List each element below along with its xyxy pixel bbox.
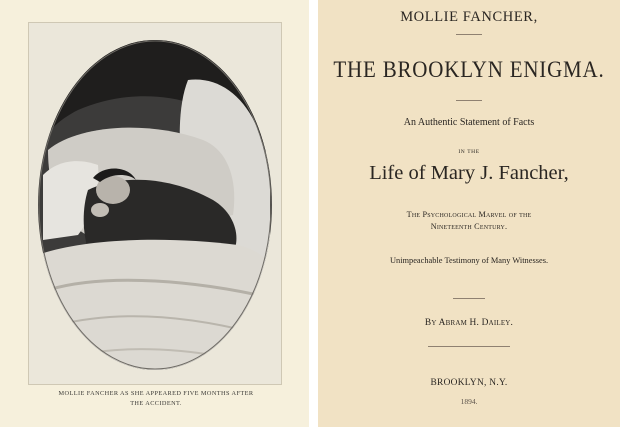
publication-year: 1894.: [460, 397, 478, 406]
testimony-line: Unimpeachable Testimony of Many Witnesses.: [389, 256, 549, 265]
rule-2: [456, 100, 482, 101]
portrait-photograph: [38, 40, 272, 370]
marvel-line-1: The Psychological Marvel of the: [406, 210, 532, 219]
rule-4: [428, 346, 510, 347]
caption-line-1: MOLLIE FANCHER AS SHE APPEARED FIVE MONTHS AFTER: [58, 390, 254, 397]
in-the-label: IN THE: [458, 149, 480, 155]
author-byline: By Abram H. Dailey.: [424, 318, 514, 328]
subtitle: An Authentic Statement of Facts: [403, 117, 535, 128]
author-heading: MOLLIE FANCHER,: [400, 9, 538, 25]
page-gutter: [309, 0, 318, 427]
rule-3: [453, 298, 485, 299]
frontispiece-page: [0, 0, 309, 427]
title-page: [318, 0, 620, 427]
frontispiece-caption: [24, 389, 288, 409]
publication-place: BROOKLYN, N.Y.: [430, 378, 508, 388]
rule-1: [456, 34, 482, 35]
marvel-line-2: Nineteenth Century.: [430, 222, 508, 231]
main-title: THE BROOKLYN ENIGMA.: [333, 55, 605, 83]
caption-line-2: THE ACCIDENT.: [130, 400, 182, 407]
life-of-title: Life of Mary J. Fancher,: [369, 162, 569, 184]
